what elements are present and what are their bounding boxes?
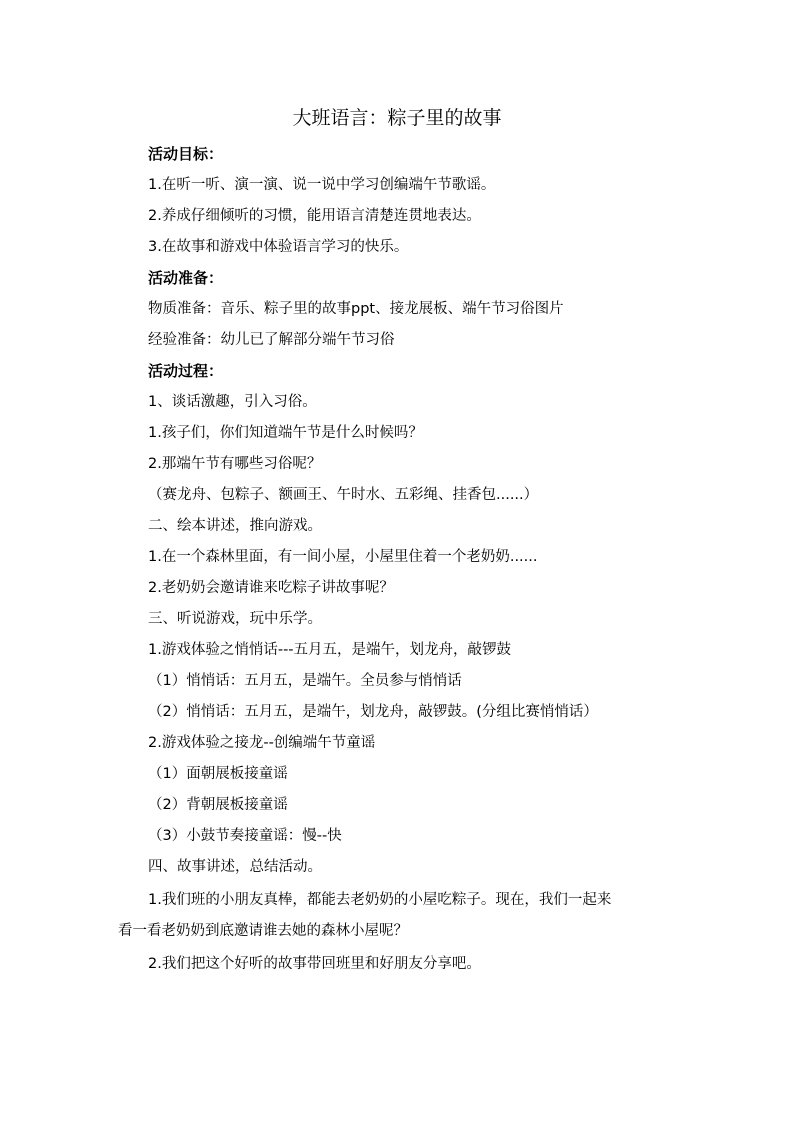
process-line-13: （1）面朝展板接童谣 — [148, 766, 288, 782]
process-line-5: 二、绘本讲述，推向游戏。 — [148, 518, 322, 534]
process-line-14: （2）背朝展板接童谣 — [148, 797, 288, 813]
process-line-11: （2）悄悄话：五月五，是端午，划龙舟，敲锣鼓。(分组比赛悄悄话） — [148, 704, 598, 720]
process-line-9: 1.游戏体验之悄悄话---五月五，是端午，划龙舟，敲锣鼓 — [148, 642, 512, 658]
process-line-18: 看一看老奶奶到底邀请谁去她的森林小屋呢？ — [118, 923, 408, 939]
process-line-6: 1.在一个森林里面，有一间小屋，小屋里住着一个老奶奶...... — [148, 549, 538, 565]
process-line-10: （1）悄悄话：五月五，是端午。全员参与悄悄话 — [148, 673, 462, 689]
goal-item-3: 3.在故事和游戏中体验语言学习的快乐。 — [148, 239, 409, 255]
process-line-1: 1、谈话激趣，引入习俗。 — [148, 394, 317, 410]
process-heading: 活动过程： — [148, 362, 224, 380]
goal-item-2: 2.养成仔细倾听的习惯，能用语言清楚连贯地表达。 — [148, 208, 481, 224]
page-title: 大班语言：粽子里的故事 — [292, 107, 502, 129]
process-line-3: 2.那端午节有哪些习俗呢？ — [148, 456, 322, 472]
process-line-12: 2.游戏体验之接龙--创编端午节童谣 — [148, 735, 376, 751]
process-line-15: （3）小鼓节奏接童谣：慢--快 — [148, 828, 342, 844]
process-line-16: 四、故事讲述，总结活动。 — [148, 859, 322, 875]
process-line-4: （赛龙舟、包粽子、额画王、午时水、五彩绳、挂香包......） — [148, 487, 539, 503]
process-line-7: 2.老奶奶会邀请谁来吃粽子讲故事呢？ — [148, 580, 394, 596]
goal-item-1: 1.在听一听、演一演、说一说中学习创编端午节歌谣。 — [148, 177, 496, 193]
process-line-17: 1.我们班的小朋友真棒，都能去老奶奶的小屋吃粽子。现在，我们一起来 — [148, 892, 612, 908]
process-line-19: 2.我们把这个好听的故事带回班里和好朋友分享吧。 — [148, 956, 481, 972]
preparation-heading: 活动准备： — [148, 269, 224, 287]
preparation-item-1: 物质准备：音乐、粽子里的故事ppt、接龙展板、端午节习俗图片 — [148, 301, 564, 317]
process-line-2: 1.孩子们，你们知道端午节是什么时候吗？ — [148, 425, 423, 441]
preparation-item-2: 经验准备：幼儿已了解部分端午节习俗 — [148, 332, 395, 348]
goals-heading: 活动目标： — [148, 145, 224, 163]
process-line-8: 三、听说游戏，玩中乐学。 — [148, 611, 322, 627]
